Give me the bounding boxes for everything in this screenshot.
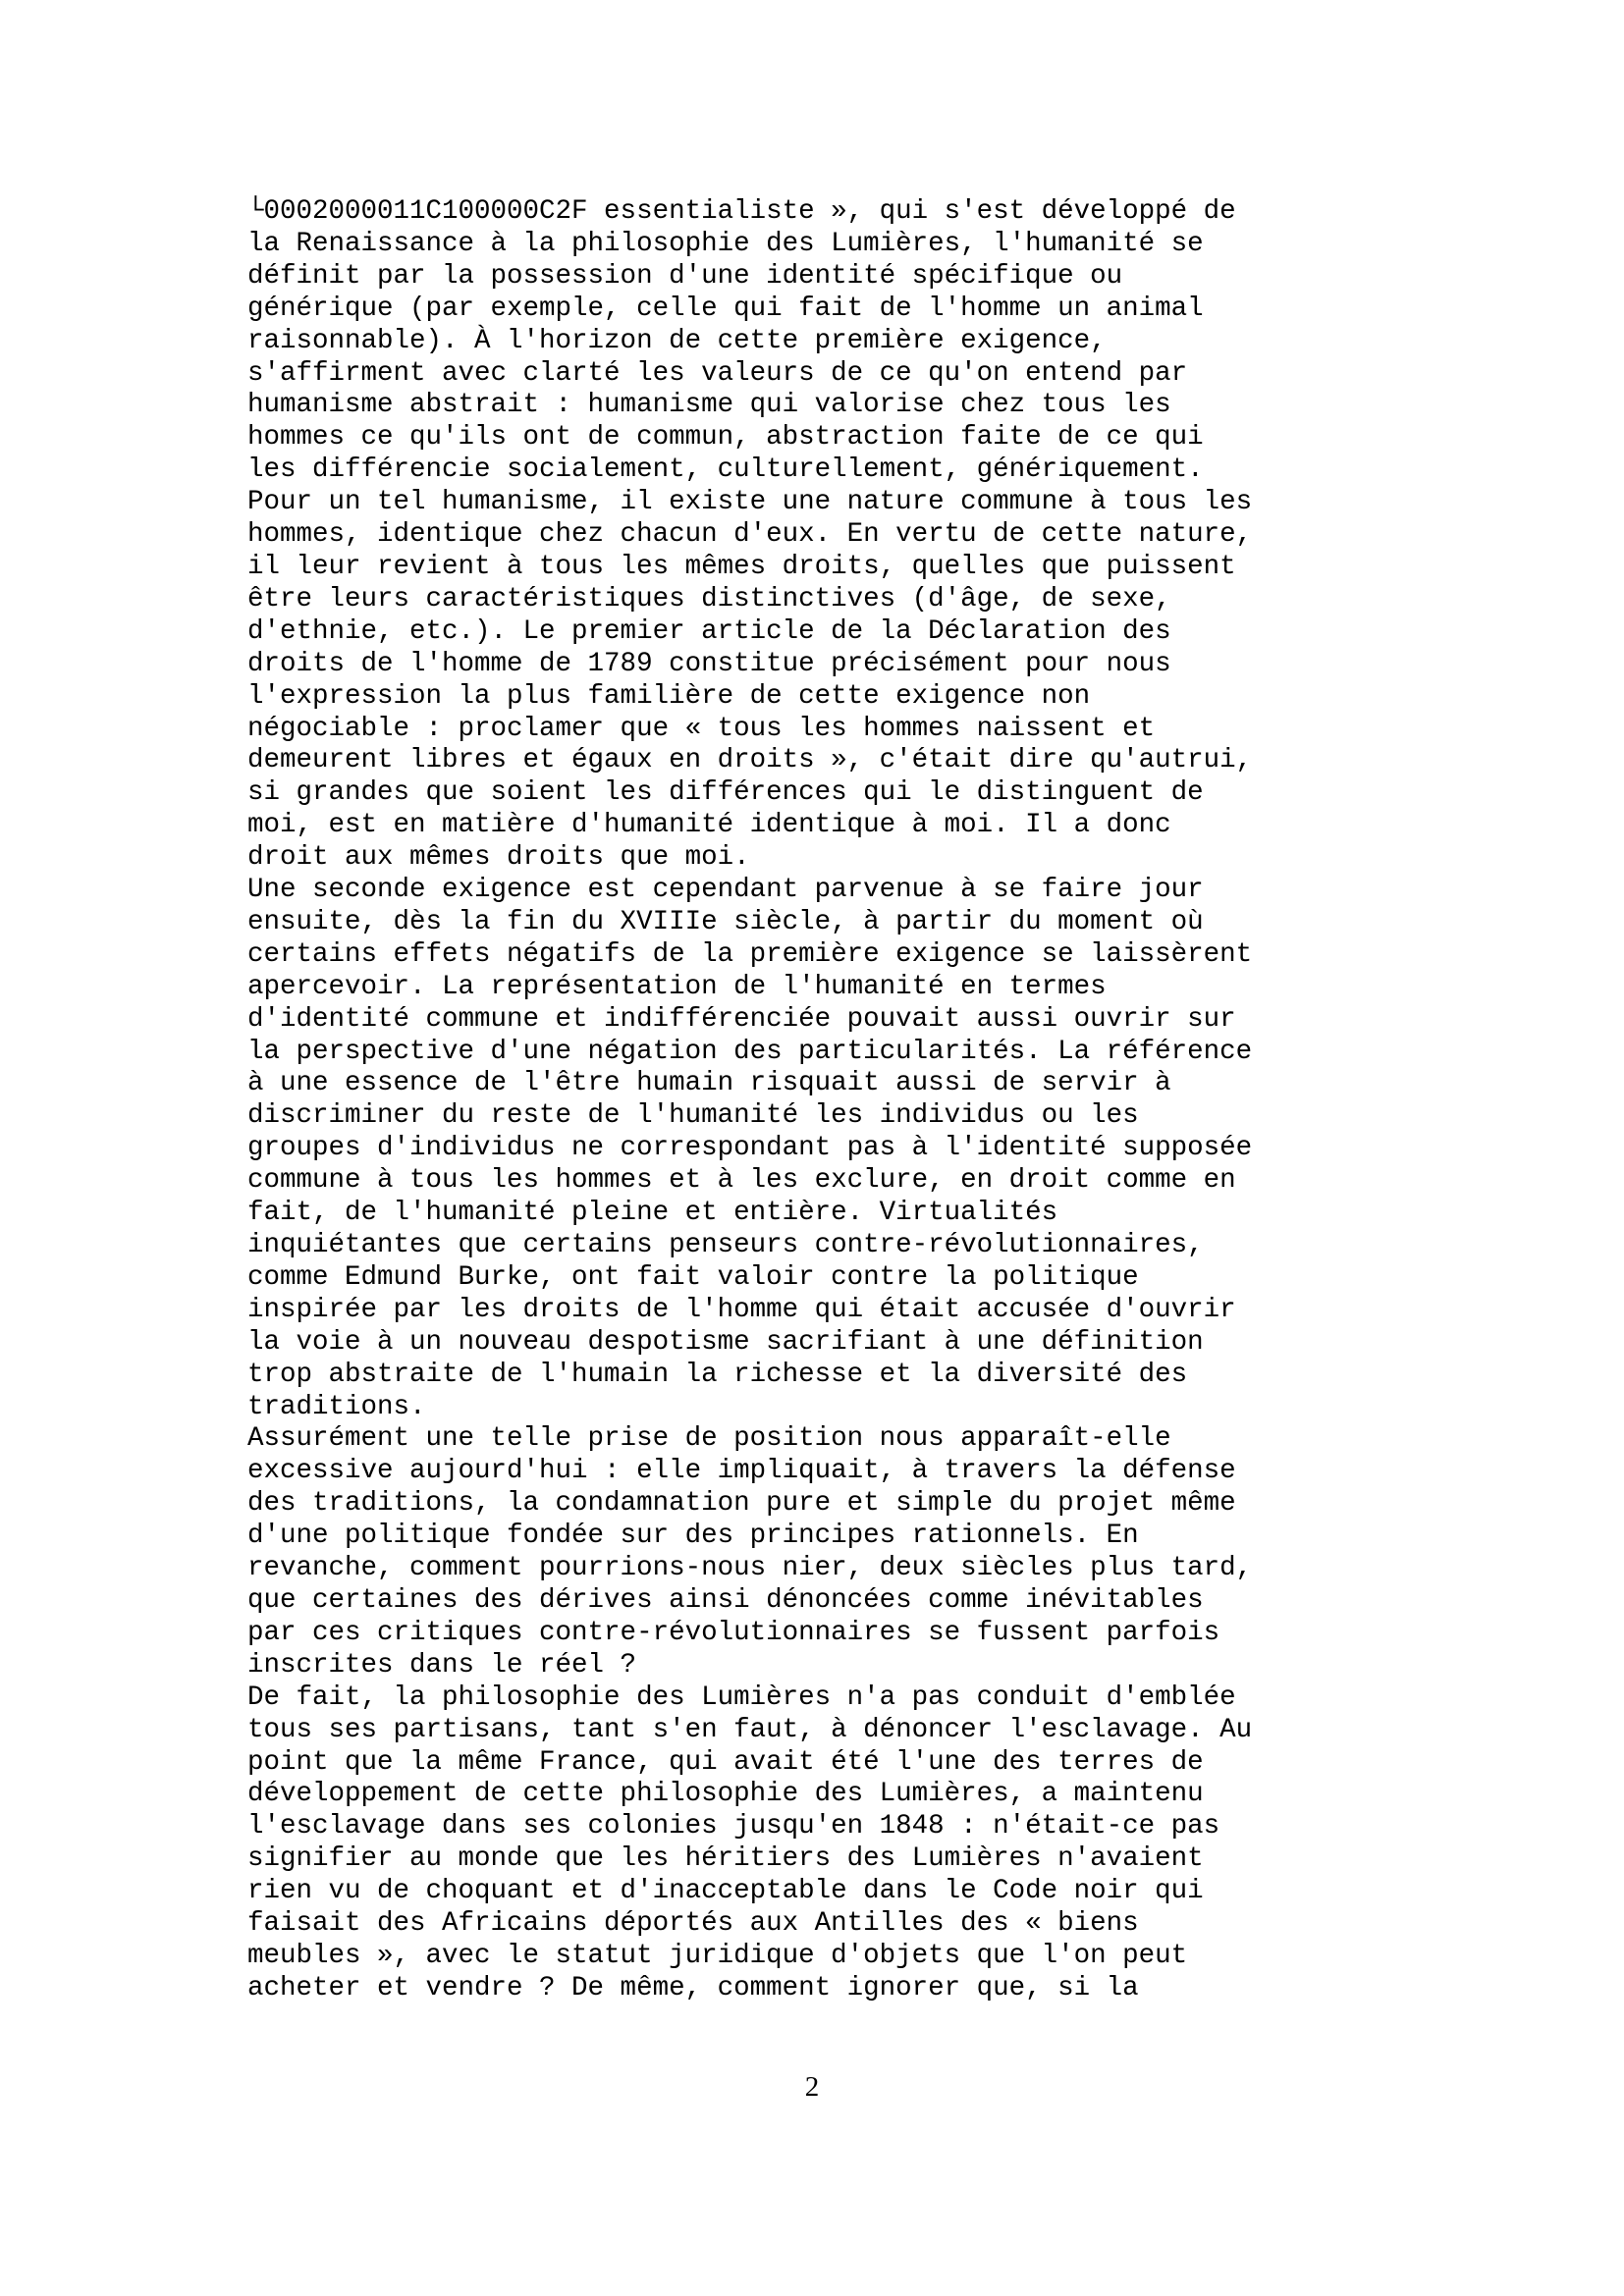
text-line: inscrites dans le réel ? xyxy=(247,1649,637,1681)
body-text xyxy=(247,196,1406,2005)
text-line: d'ethnie, etc.). Le premier article de la Déclaration des xyxy=(247,615,1171,647)
text-line: rien vu de choquant et d'inacceptable dans le Code noir qui xyxy=(247,1876,1204,1907)
text-line: à une essence de l'être humain risquait aussi de servir à xyxy=(247,1068,1171,1099)
text-line: s'affirment avec clarté les valeurs de ce qu'on entend par xyxy=(247,357,1188,389)
text-line: point que la même France, qui avait été l'une des terres de xyxy=(247,1746,1204,1778)
text-line: discriminer du reste de l'humanité les individus ou les xyxy=(247,1100,1139,1132)
text-line: droit aux mêmes droits que moi. xyxy=(247,842,750,874)
text-line: que certaines des dérives ainsi dénoncées comme inévitables xyxy=(247,1584,1204,1616)
text-line: comme Edmund Burke, ont fait valoir contre la politique xyxy=(247,1261,1139,1293)
text-line: inspirée par les droits de l'homme qui était accusée d'ouvrir xyxy=(247,1294,1236,1325)
text-line: la perspective d'une négation des particularités. La référence xyxy=(247,1036,1253,1067)
text-line: faisait des Africains déportés aux Antilles des « biens xyxy=(247,1908,1139,1940)
text-line: développement de cette philosophie des Lumières, a maintenu xyxy=(247,1779,1204,1810)
text-line: les différencie socialement, culturellement, génériquement. xyxy=(247,454,1204,486)
text-line: apercevoir. La représentation de l'humanité en termes xyxy=(247,971,1107,1002)
text-line: si grandes que soient les différences qui le distinguent de xyxy=(247,777,1204,809)
text-line: signifier au monde que les héritiers des Lumières n'avaient xyxy=(247,1843,1204,1875)
text-line: fait, de l'humanité pleine et entière. Virtualités xyxy=(247,1198,1058,1229)
text-line: demeurent libres et égaux en droits », c'était dire qu'autrui, xyxy=(247,745,1253,776)
text-line: trop abstraite de l'humain la richesse et la diversité des xyxy=(247,1359,1188,1390)
text-line: Assurément une telle prise de position nous apparaît-elle xyxy=(247,1423,1171,1455)
text-line: Une seconde exigence est cependant parvenue à se faire jour xyxy=(247,875,1204,906)
text-line: hommes ce qu'ils ont de commun, abstraction faite de ce qui xyxy=(247,422,1204,454)
text-line: tous ses partisans, tant s'en faut, à dénoncer l'esclavage. Au xyxy=(247,1714,1253,1745)
text-line: groupes d'individus ne correspondant pas à l'identité supposée xyxy=(247,1133,1253,1164)
text-line: humanisme abstrait : humanisme qui valorise chez tous les xyxy=(247,390,1171,421)
text-line: générique (par exemple, celle qui fait de l'homme un animal xyxy=(247,293,1204,324)
text-line: droits de l'homme de 1789 constitue précisément pour nous xyxy=(247,648,1171,679)
text-line: définit par la possession d'une identité spécifique ou xyxy=(247,260,1123,292)
page-number: 2 xyxy=(804,2071,820,2103)
text-line: certains effets négatifs de la première exigence se laissèrent xyxy=(247,938,1253,970)
text-line: négociable : proclamer que « tous les hommes naissent et xyxy=(247,713,1156,744)
text-line: meubles », avec le statut juridique d'objets que l'on peut xyxy=(247,1940,1188,1971)
text-line: par ces critiques contre-révolutionnaires se fussent parfois xyxy=(247,1617,1220,1648)
text-line: moi, est en matière d'humanité identique à moi. Il a donc xyxy=(247,810,1171,841)
text-line: d'une politique fondée sur des principes rationnels. En xyxy=(247,1521,1139,1552)
text-line: la Renaissance à la philosophie des Lumières, l'humanité se xyxy=(247,228,1204,259)
text-line: l'expression la plus familière de cette exigence non xyxy=(247,680,1091,712)
text-line: être leurs caractéristiques distinctives (d'âge, de sexe, xyxy=(247,583,1171,614)
text-line: Pour un tel humanisme, il existe une nature commune à tous les xyxy=(247,487,1253,518)
text-line: l'esclavage dans ses colonies jusqu'en 1848 : n'était-ce pas xyxy=(247,1811,1220,1842)
text-line: ensuite, dès la fin du XVIIIe siècle, à partir du moment où xyxy=(247,906,1204,937)
text-line: d'identité commune et indifférenciée pouvait aussi ouvrir sur xyxy=(247,1003,1236,1035)
text-line: il leur revient à tous les mêmes droits, quelles que puissent xyxy=(247,551,1236,582)
text-line: des traditions, la condamnation pure et simple du projet même xyxy=(247,1488,1236,1520)
text-line: traditions. xyxy=(247,1391,426,1422)
text-line: └0002000011C100000C2F essentialiste », qui s'est développé de xyxy=(247,196,1236,227)
text-line: acheter et vendre ? De même, comment ignorer que, si la xyxy=(247,1972,1139,2003)
text-line: hommes, identique chez chacun d'eux. En vertu de cette nature, xyxy=(247,519,1253,551)
text-line: la voie à un nouveau despotisme sacrifiant à une définition xyxy=(247,1326,1204,1358)
text-line: De fait, la philosophie des Lumières n'a pas conduit d'emblée xyxy=(247,1682,1236,1713)
text-line: revanche, comment pourrions-nous nier, deux siècles plus tard, xyxy=(247,1553,1253,1584)
text-line: excessive aujourd'hui : elle impliquait, à travers la défense xyxy=(247,1456,1236,1487)
text-line: raisonnable). À l'horizon de cette première exigence, xyxy=(247,325,1107,356)
text-line: commune à tous les hommes et à les exclure, en droit comme en xyxy=(247,1165,1236,1197)
text-line: inquiétantes que certains penseurs contre-révolutionnaires, xyxy=(247,1230,1204,1260)
